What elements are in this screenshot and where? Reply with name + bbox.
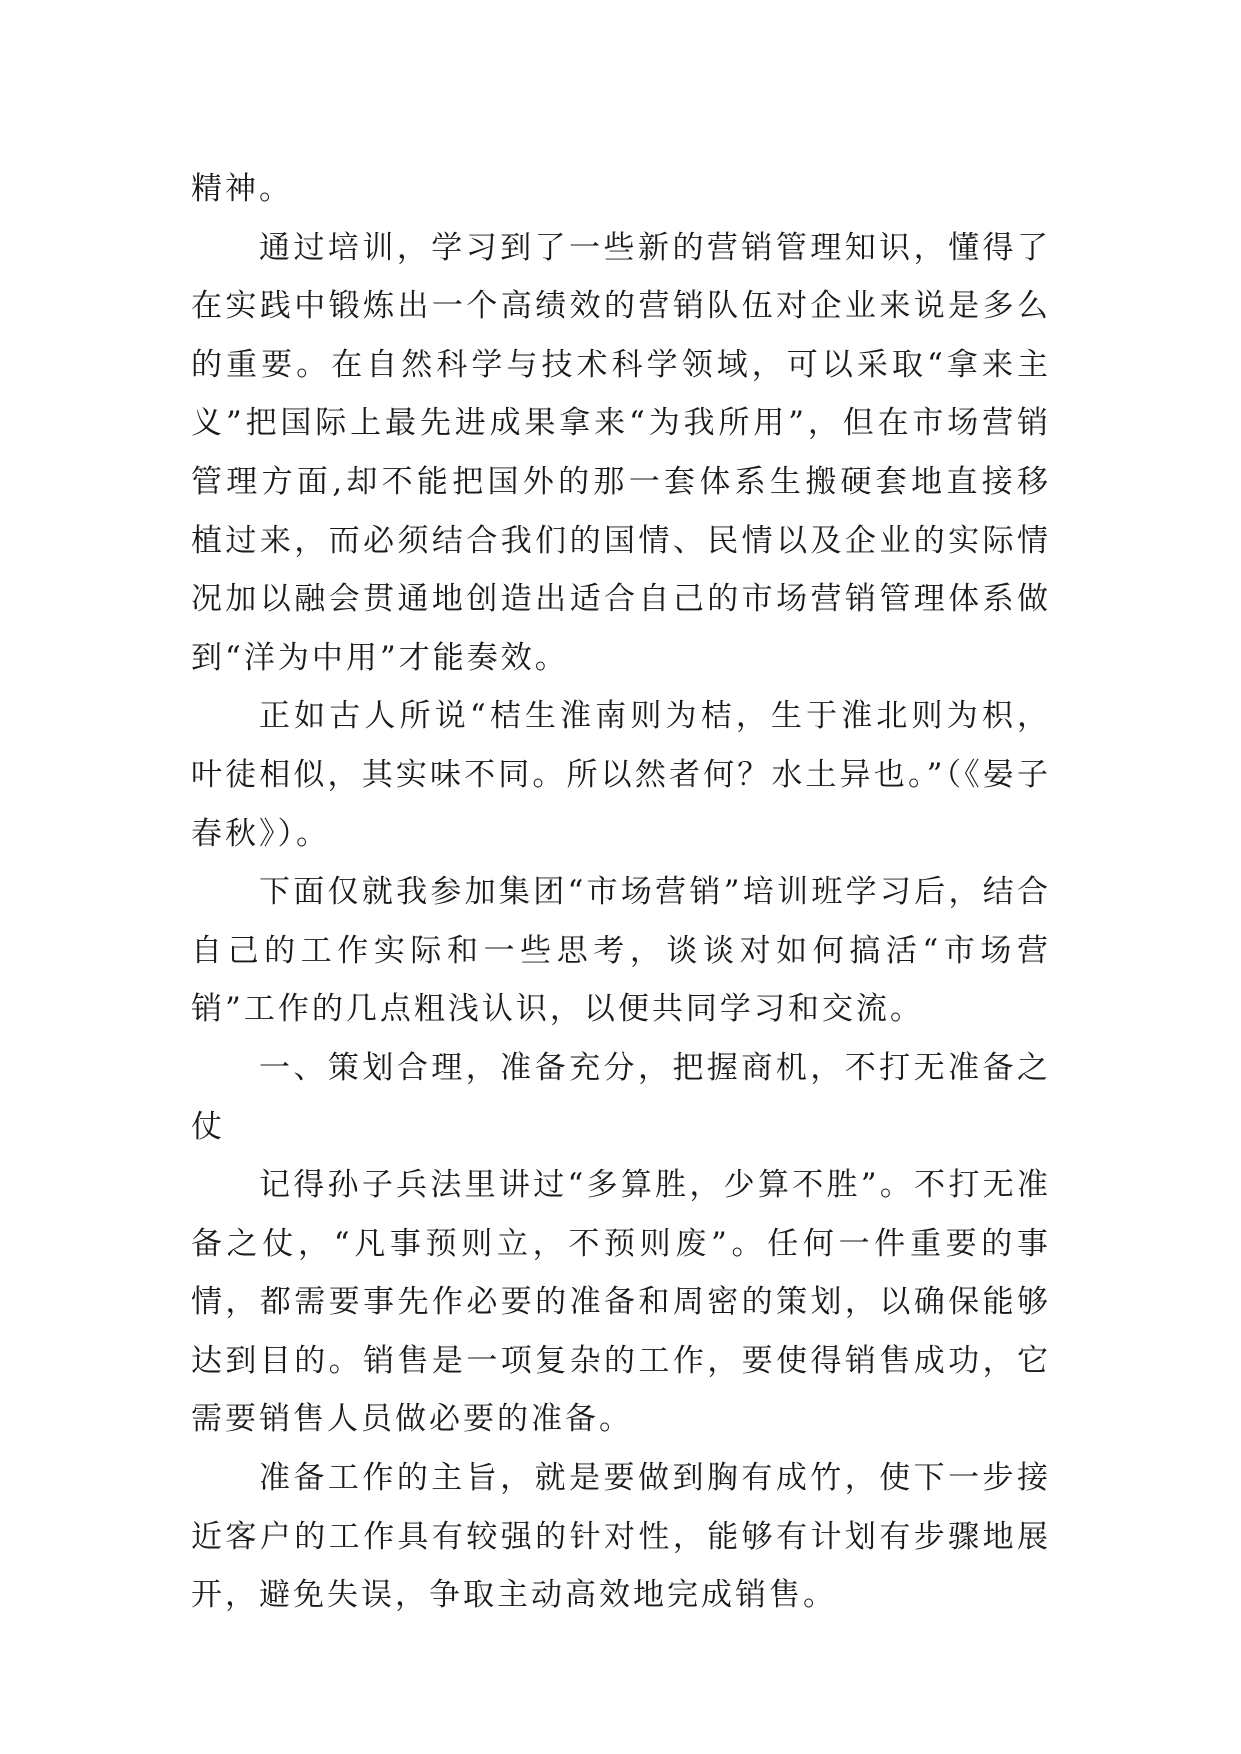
section-heading-one: 一、策划合理，准备充分，把握商机，不打无准备之仗: [191, 1049, 1051, 1145]
paragraph-continuation: 精神。: [191, 171, 293, 207]
paragraph-ancient-quote: 正如古人所说“桔生淮南则为桔，生于淮北则为枳，叶徒相似，其实味不同。所以然者何？水土异也。”（《晏子春秋》）。: [191, 698, 1051, 852]
paragraph-sunzi: 记得孙子兵法里讲过“多算胜，少算不胜”。不打无准备之仗，“凡事预则立，不预则废”。任何一件重要的事情，都需要事先作必要的准备和周密的策划，以确保能够达到目的。销售是一项复杂的工作，要使得销售成功，它需要销售人员做必要的准备。: [191, 1167, 1051, 1438]
document-body: [191, 160, 1051, 1625]
paragraph-training-summary: 通过培训，学习到了一些新的营销管理知识，懂得了在实践中锻炼出一个高绩效的营销队伍对企业来说是多么的重要。在自然科学与技术科学领域，可以采取“拿来主义”把国际上最先进成果拿来“为我所用”，但在市场营销管理方面,却不能把国外的那一套体系生搬硬套地直接移植过来，而必须结合我们的国情、民情以及企业的实际情况加以融会贯通地创造出适合自己的市场营销管理体系做到“洋为中用”才能奏效。: [191, 229, 1051, 676]
paragraph-introduction: 下面仅就我参加集团“市场营销”培训班学习后，结合自己的工作实际和一些思考，谈谈对如何搞活“市场营销”工作的几点粗浅认识，以便共同学习和交流。: [191, 874, 1051, 1028]
paragraph-preparation: 准备工作的主旨，就是要做到胸有成竹，使下一步接近客户的工作具有较强的针对性，能够有计划有步骤地展开，避免失误，争取主动高效地完成销售。: [191, 1460, 1051, 1614]
